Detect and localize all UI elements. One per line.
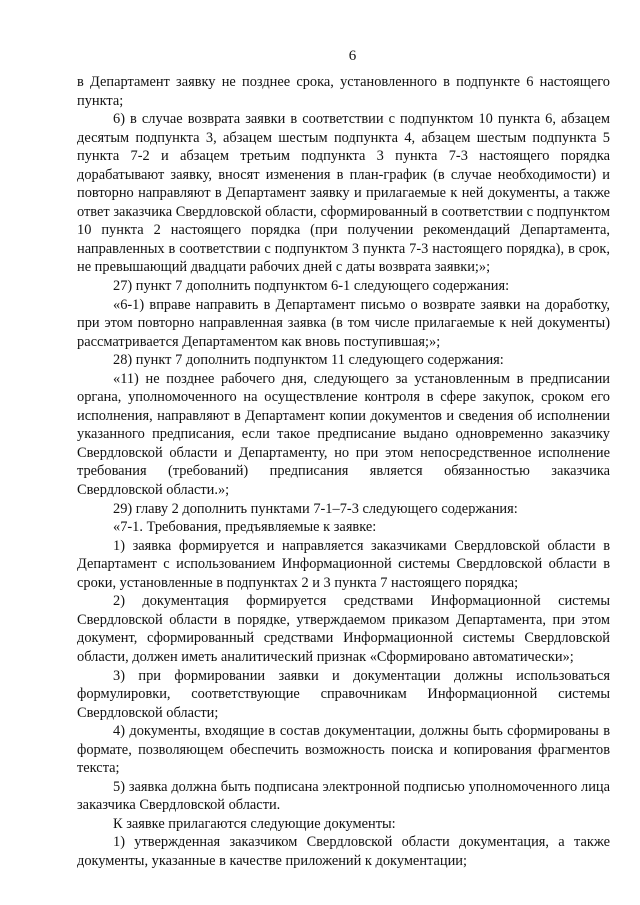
paragraph-amendment-28: 28) пункт 7 дополнить подпунктом 11 следующего содержания: <box>113 352 504 369</box>
paragraph-continuation: в Департамент заявку не позднее срока, установленного в подпункте 6 настоящего пункта; <box>77 74 610 109</box>
paragraph-requirement-5: 5) заявка должна быть подписана электронной подписью уполномоченного лица заказчика Свердловской области. <box>77 778 610 814</box>
paragraph-requirement-2: 2) документация формируется средствами Информационной системы Свердловской области в порядке, утверждаемом приказом Департамента, при этом документ, сформированный средствами Информационной системы Свердловской области, должен иметь аналитический признак «Сформировано автоматически»; <box>77 593 610 665</box>
paragraph-attachment-1: 1) утвержденная заказчиком Свердловской области документация, а также документы, указанные в качестве приложений к документации; <box>77 834 610 869</box>
paragraph-amendment-29: 29) главу 2 дополнить пунктами 7-1–7-3 следующего содержания: <box>113 500 518 517</box>
paragraph-quote-6-1: «6-1) вправе направить в Департамент письмо о возврате заявки на доработку, при этом повторно направленная заявка (в том числе прилагаемые к ней документы) рассматривается Департаментом как вновь поступившая;»; <box>77 296 610 350</box>
paragraph-attachments-heading: К заявке прилагаются следующие документы: <box>113 815 396 832</box>
paragraph-item-6: 6) в случае возврата заявки в соответствии с подпунктом 10 пункта 6, абзацем десятым подпункта 3, абзацем шестым подпункта 4, абзацем шестым подпункта 5 пункта 7-2 и абзацем третьим подпункта 3 пункта 7-3 настоящего порядка дорабатывают заявку, вносят изменения в план-график (в случае необходимости) и повторно направляют в Департамент заявку и прилагаемые к ней документы, а также ответ заказчика Свердловской области, сформированный в соответствии с подпунктом 10 пункта 2 настоящего порядка (при получении рекомендаций Департамента, направленных в соответствии с подпунктом 3 пункта 7-3 настоящего порядка), в срок, не превышающий двадцати рабочих дней с даты возврата заявки;»; <box>77 111 610 276</box>
paragraph-requirement-3: 3) при формировании заявки и документации должны использоваться формулировки, соответствующие справочникам Информационной системы Свердловской области; <box>77 667 610 721</box>
paragraph-quote-11: «11) не позднее рабочего дня, следующего за установленным в предписании органа, уполномоченного на осуществление контроля в сфере закупок, сроком его исполнения, направляют в Департамент копии документов и сведения об исполнении указанного предписания, если такое предписание выдано одновременно заказчику Свердловской области и Департаменту, но при этом непосредственное исполнение требования (требований) предписания является обязанностью заказчика Свердловской области.»; <box>77 370 610 499</box>
paragraph-requirement-4: 4) документы, входящие в состав документации, должны быть сформированы в формате, позволяющем обеспечить возможность поиска и копирования фрагментов текста; <box>77 723 610 777</box>
paragraph-amendment-27: 27) пункт 7 дополнить подпунктом 6-1 следующего содержания: <box>113 278 510 295</box>
page-number: 6 <box>348 48 357 64</box>
paragraph-requirement-1: 1) заявка формируется и направляется заказчиками Свердловской области в Департамент с использованием Информационной системы Свердловской области в сроки, установленные в подпунктах 2 и 3 пункта 7 настоящего порядка; <box>77 537 610 591</box>
paragraph-7-1-heading: «7-1. Требования, предъявляемые к заявке: <box>113 519 377 536</box>
